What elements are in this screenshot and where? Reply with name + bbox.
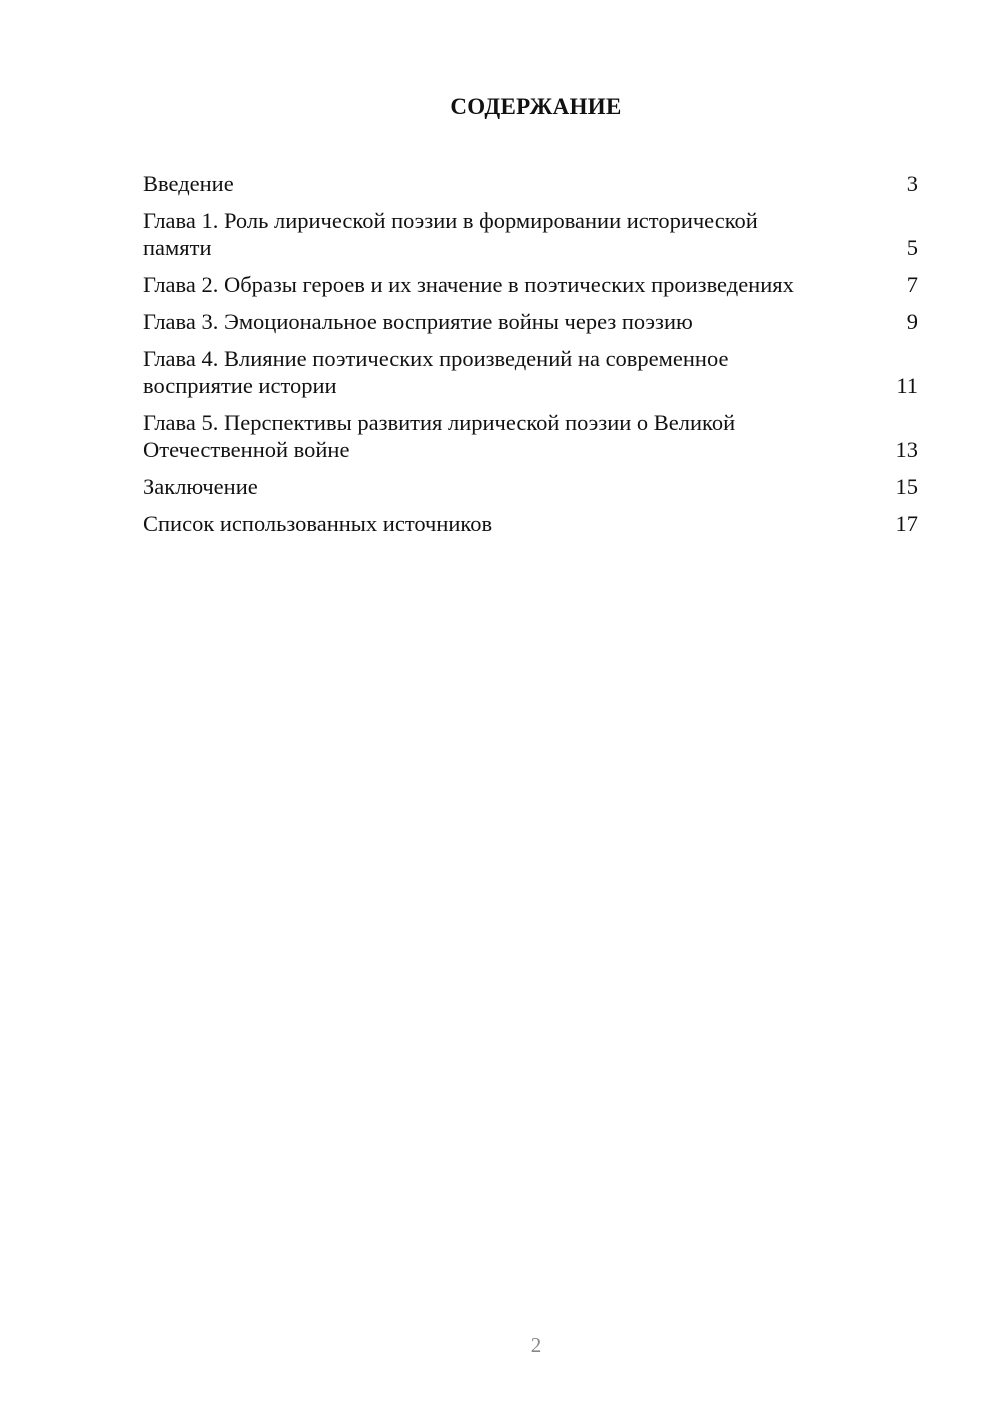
toc-entry-references[interactable] bbox=[143, 510, 918, 537]
toc-entry-label: Глава 2. Образы героев и их значение в поэтических произведениях bbox=[143, 272, 794, 297]
toc-entry-chapter-3[interactable] bbox=[143, 308, 918, 335]
toc-entry-page: 7 bbox=[906, 272, 918, 297]
toc-entry-label: Глава 1. Роль лирической поэзии в формировании исторической памяти bbox=[143, 208, 758, 260]
toc-entry-label: Заключение bbox=[143, 474, 258, 499]
toc-entry-page: 9 bbox=[906, 309, 918, 334]
toc-entry-page: 3 bbox=[906, 171, 918, 196]
toc-entry-chapter-5[interactable] bbox=[143, 409, 918, 463]
toc-entry-page: 5 bbox=[906, 235, 918, 260]
toc-entry-page: 13 bbox=[895, 437, 918, 462]
toc-entry-page: 11 bbox=[896, 373, 918, 398]
toc-entry-introduction[interactable] bbox=[143, 170, 918, 197]
toc-entry-chapter-1[interactable] bbox=[143, 207, 918, 261]
toc-entry-page: 17 bbox=[895, 511, 918, 536]
toc-entry-page: 15 bbox=[895, 474, 918, 499]
toc-entry-label: Список использованных источников bbox=[143, 511, 493, 536]
table-of-contents bbox=[143, 170, 918, 547]
toc-entry-label: Глава 3. Эмоциональное восприятие войны через поэзию bbox=[143, 309, 693, 334]
toc-entry-conclusion[interactable] bbox=[143, 473, 918, 500]
toc-entry-label: Глава 5. Перспективы развития лирической поэзии о Великой Отечественной войне bbox=[143, 410, 736, 462]
page-number: 2 bbox=[530, 1333, 542, 1357]
toc-title: СОДЕРЖАНИЕ bbox=[450, 94, 622, 119]
toc-entry-label: Глава 4. Влияние поэтических произведений на современное восприятие истории bbox=[143, 346, 729, 398]
toc-entry-chapter-2[interactable] bbox=[143, 271, 918, 298]
toc-entry-chapter-4[interactable] bbox=[143, 345, 918, 399]
toc-entry-label: Введение bbox=[143, 171, 234, 196]
